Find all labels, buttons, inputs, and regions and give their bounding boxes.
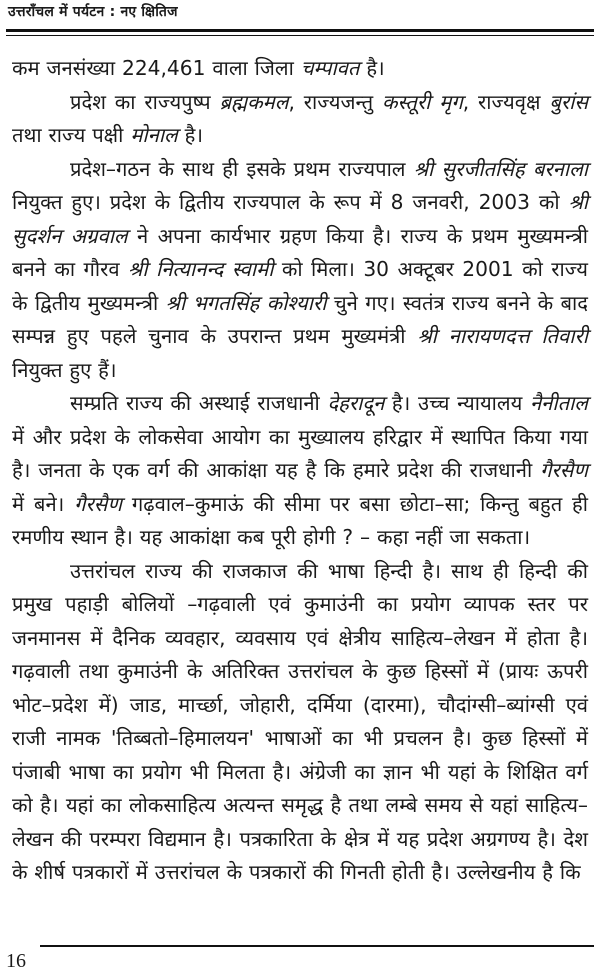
text-run: को मिला। 30 अक्टूबर 2001 को राज्य के द्वितीय मुख्यमन्त्री [12,257,588,315]
italic-term: बुरांस [549,89,588,114]
paragraph [12,387,588,555]
paragraph [12,86,588,153]
text-run: ने अपना कार्यभार ग्रहण किया है। राज्य के प्रथम मुख्यमन्त्री बनने का गौरव [12,223,588,281]
running-header: उत्तराँचल में पर्यटन : नए क्षितिज [8,4,178,20]
text-run: प्रदेश–गठन के साथ ही इसके प्रथम राज्यपाल [70,156,414,181]
italic-term: नैनीताल [529,391,588,415]
paragraph [12,555,588,890]
text-run: में बने। [12,491,75,516]
body-text [12,52,588,890]
italic-term: चम्पावत [300,56,360,80]
header-rule-thin [6,35,594,36]
italic-term: कस्तूरी मृग [382,89,463,114]
italic-term: गैरसैण [540,458,588,482]
text-run: है। [177,123,204,147]
header-rule [6,29,594,32]
text-run: चुने गए। स्वतंत्र राज्य बनने के बाद सम्पन्न हुए पहले चुनाव के उपरान्त प्रथम मुख्यमंत्री [12,290,588,348]
text-run: उत्तरांचल राज्य की राजकाज की भाषा हिन्दी है। साथ ही हिन्दी की प्रमुख पहाड़ी बोलियों –गढ़वाली एवं कुमाउंनी का प्रयोग व्यापक स्तर पर जनमानस में दैनिक व्यवहार, व्यवसाय एवं क्षेत्रीय साहित्य–लेखन में होता है। गढ़वाली तथा कुमाउंनी के अतिरिक्त उत्तरांचल के कुछ हिस्सों में (प्रायः ऊपरी भोट–प्रदेश में) जाड, मार्च्छा, जोहारी, दर्मिया (दारमा), चौदांग्सी–ब्यांग्सी एवं राजी नामक 'तिब्बतो–हिमालयन' भाषाओं का भी प्रचलन है। कुछ हिस्सों में पंजाबी भाषा का प्रयोग भी मिलता है। अंग्रेजी का ज्ञान भी यहां के शिक्षित वर्ग को है। यहां का लोकसाहित्य अत्यन्त समृद्ध है तथा लम्बे समय से यहां साहित्य–लेखन की परम्परा विद्यमान है। पत्रकारिता के क्षेत्र में यह प्रदेश अग्रगण्य है। देश के शीर्ष पत्रकारों में उत्तरांचल के पत्रकारों की गिनती होती है। उल्लेखनीय है कि [12,558,588,884]
text-run: प्रदेश का राज्यपुष्प [70,89,220,114]
italic-term: मोनाल [130,123,178,147]
text-run: , राज्यजन्तु [288,89,383,114]
italic-term: ब्रह्मकमल [219,89,289,114]
text-run: तथा राज्य पक्षी [12,123,131,147]
footer-rule [40,945,594,947]
text-run: है। [359,56,385,80]
italic-term: देहरादून [327,391,385,415]
italic-term: गैरसैण [74,491,123,516]
paragraph [12,153,588,388]
text-run: है। उच्च न्यायालय [384,391,530,415]
text-run: , राज्यवृक्ष [462,89,550,114]
text-run: नियुक्त हुए हैं। [12,357,117,382]
text-run: में और प्रदेश के लोकसेवा आयोग का मुख्यालय हरिद्वार में स्थापित किया गया है। जनता के एक वर्ग की आकांक्षा यह है कि हमारे प्रदेश की राजधानी [12,424,588,482]
text-run: नियुक्त हुए। प्रदेश के द्वितीय राज्यपाल के रूप में 8 जनवरी, 2003 को [12,190,569,214]
italic-term: श्री सुदर्शन अग्रवाल [12,190,588,248]
paragraph [12,52,588,86]
text-run: गढ़वाल–कुमाऊं की सीमा पर बसा छोटा–सा; किन्तु बहुत ही रमणीय स्थान है। यह आकांक्षा कब पूरी होगी ? – कहा नहीं जा सकता। [12,491,588,549]
text-run: कम जनसंख्या 224,461 वाला जिला [12,56,301,80]
italic-term: श्री सुरजीतसिंह बरनाला [413,156,588,181]
italic-term: श्री नारायणदत्त तिवारी [417,324,588,348]
page-number: 16 [6,950,26,972]
italic-term: श्री नित्यानन्द स्वामी [128,257,274,281]
italic-term: श्री भगतसिंह कोश्यारी [165,290,327,315]
text-run: सम्प्रति राज्य की अस्थाई राजधानी [70,391,328,415]
